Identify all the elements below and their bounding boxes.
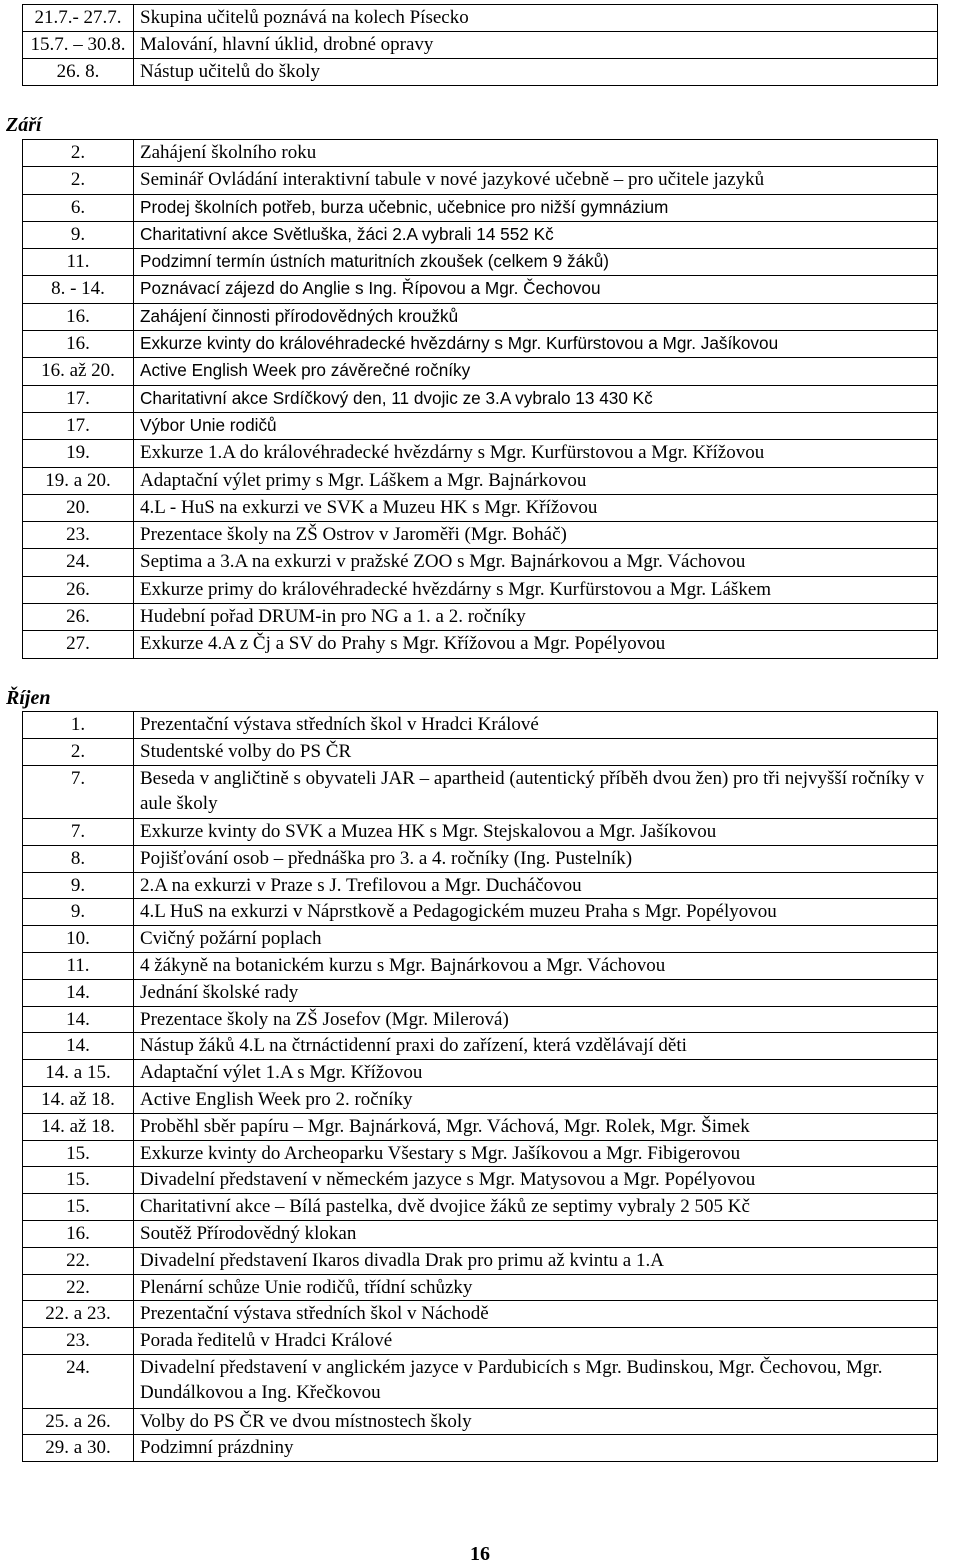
event-date: 10. [23, 926, 134, 953]
event-description: Plenární schůze Unie rodičů, třídní schůzky [134, 1274, 938, 1301]
event-description: Porada ředitelů v Hradci Králové [134, 1328, 938, 1355]
event-date: 23. [23, 522, 134, 549]
event-date: 26. [23, 604, 134, 631]
event-description: Zahájení činnosti přírodovědných kroužků [134, 303, 938, 330]
event-description: Adaptační výlet 1.A s Mgr. Křížovou [134, 1060, 938, 1087]
table-row [23, 1060, 938, 1087]
event-description: Active English Week pro závěrečné ročníky [134, 358, 938, 385]
event-description: Prezentační výstava středních škol v Náchodě [134, 1301, 938, 1328]
table-row [23, 1247, 938, 1274]
event-description: Prezentační výstava středních škol v Hradci Králové [134, 712, 938, 739]
table-row [23, 845, 938, 872]
event-description: Exkurze primy do královéhradecké hvězdárny s Mgr. Kurfürstovou a Mgr. Láškem [134, 576, 938, 603]
event-date: 20. [23, 494, 134, 521]
table-row [23, 1033, 938, 1060]
table-row [23, 1301, 938, 1328]
table-row [23, 358, 938, 385]
table-row [23, 765, 938, 819]
event-description: Septima a 3.A na exkurzi v pražské ZOO s Mgr. Bajnárkovou a Mgr. Váchovou [134, 549, 938, 576]
event-date: 25. a 26. [23, 1408, 134, 1435]
event-date: 24. [23, 1355, 134, 1409]
event-description: Výbor Unie rodičů [134, 412, 938, 439]
event-description: Podzimní termín ústních maturitních zkoušek (celkem 9 žáků) [134, 249, 938, 276]
event-description: Jednání školské rady [134, 979, 938, 1006]
table-row [23, 140, 938, 167]
event-date: 1. [23, 712, 134, 739]
event-description: Skupina učitelů poznává na kolech Písecko [134, 5, 938, 32]
event-date: 8. [23, 845, 134, 872]
event-description: Prezentace školy na ZŠ Josefov (Mgr. Milerová) [134, 1006, 938, 1033]
table-row [23, 631, 938, 658]
table-row [23, 872, 938, 899]
event-date: 22. [23, 1247, 134, 1274]
event-date: 19. [23, 440, 134, 467]
event-date: 14. až 18. [23, 1087, 134, 1114]
event-description: Podzimní prázdniny [134, 1435, 938, 1462]
table-row [23, 738, 938, 765]
event-description: Exkurze kvinty do královéhradecké hvězdárny s Mgr. Kurfürstovou a Mgr. Jašíkovou [134, 331, 938, 358]
event-description: Pojišťování osob – přednáška pro 3. a 4. ročníky (Ing. Pustelník) [134, 845, 938, 872]
table-row [23, 1006, 938, 1033]
event-description: Prodej školních potřeb, burza učebnic, učebnice pro nižší gymnázium [134, 194, 938, 221]
table-row [23, 440, 938, 467]
table-row [23, 926, 938, 953]
event-description: Adaptační výlet primy s Mgr. Láškem a Mgr. Bajnárkovou [134, 467, 938, 494]
table-row [23, 1408, 938, 1435]
event-description: Divadelní představení v anglickém jazyce v Pardubicích s Mgr. Budinskou, Mgr. Čechovou, Mgr. Dundálkovou a Ing. Křečkovou [134, 1355, 938, 1409]
event-date: 2. [23, 140, 134, 167]
event-description: Prezentace školy na ZŠ Ostrov v Jaroměři (Mgr. Boháč) [134, 522, 938, 549]
table-row [23, 522, 938, 549]
event-date: 17. [23, 385, 134, 412]
event-description: Charitativní akce Světluška, žáci 2.A vybrali 14 552 Kč [134, 221, 938, 248]
event-date: 9. [23, 899, 134, 926]
table-row [23, 953, 938, 980]
october-table [22, 711, 938, 1462]
table-row [23, 1355, 938, 1409]
event-date: 11. [23, 249, 134, 276]
event-description: Seminář Ovládání interaktivní tabule v nové jazykové učebně – pro učitele jazyků [134, 167, 938, 194]
event-date: 7. [23, 765, 134, 819]
event-description: Charitativní akce – Bílá pastelka, dvě dvojice žáků ze septimy vybraly 2 505 Kč [134, 1194, 938, 1221]
event-date: 2. [23, 738, 134, 765]
event-date: 16. [23, 331, 134, 358]
event-description: Divadelní představení v německém jazyce s Mgr. Matysovou a Mgr. Popélyovou [134, 1167, 938, 1194]
table-row [23, 979, 938, 1006]
event-date: 14. a 15. [23, 1060, 134, 1087]
event-date: 15. [23, 1194, 134, 1221]
table-row [23, 1328, 938, 1355]
event-description: Soutěž Přírodovědný klokan [134, 1221, 938, 1248]
table-row [23, 1435, 938, 1462]
event-description: Studentské volby do PS ČR [134, 738, 938, 765]
event-date: 22. [23, 1274, 134, 1301]
table-row [23, 1221, 938, 1248]
event-date: 21.7.- 27.7. [23, 5, 134, 32]
event-date: 14. [23, 979, 134, 1006]
event-date: 22. a 23. [23, 1301, 134, 1328]
month-heading-october: Říjen [6, 687, 51, 709]
event-date: 9. [23, 872, 134, 899]
event-description: Exkurze 1.A do královéhradecké hvězdárny s Mgr. Kurfürstovou a Mgr. Křížovou [134, 440, 938, 467]
event-description: 4.L HuS na exkurzi v Náprstkově a Pedagogickém muzeu Praha s Mgr. Popélyovou [134, 899, 938, 926]
event-description: Exkurze kvinty do Archeoparku Všestary s Mgr. Jašíkovou a Mgr. Fibigerovou [134, 1140, 938, 1167]
event-date: 7. [23, 819, 134, 846]
event-description: Nástup učitelů do školy [134, 59, 938, 86]
event-description: Hudební pořad DRUM-in pro NG a 1. a 2. ročníky [134, 604, 938, 631]
table-row [23, 712, 938, 739]
event-description: Zahájení školního roku [134, 140, 938, 167]
event-date: 11. [23, 953, 134, 980]
event-date: 14. [23, 1033, 134, 1060]
table-row [23, 1194, 938, 1221]
table-row [23, 303, 938, 330]
table-row [23, 467, 938, 494]
event-date: 14. [23, 1006, 134, 1033]
september-table [22, 139, 938, 659]
event-date: 29. a 30. [23, 1435, 134, 1462]
event-description: 4.L - HuS na exkurzi ve SVK a Muzeu HK s Mgr. Křížovou [134, 494, 938, 521]
table-row [23, 276, 938, 303]
event-date: 19. a 20. [23, 467, 134, 494]
event-date: 9. [23, 221, 134, 248]
table-row [23, 385, 938, 412]
table-row [23, 1274, 938, 1301]
event-date: 6. [23, 194, 134, 221]
event-date: 26. [23, 576, 134, 603]
event-date: 27. [23, 631, 134, 658]
event-description: Beseda v angličtině s obyvateli JAR – apartheid (autentický příběh dvou žen) pro tři nejvyšší ročníky v aule školy [134, 765, 938, 819]
table-row [23, 576, 938, 603]
table-row [23, 1140, 938, 1167]
event-date: 23. [23, 1328, 134, 1355]
month-heading-september: Září [6, 114, 42, 136]
event-date: 17. [23, 412, 134, 439]
table-row [23, 412, 938, 439]
summer-table [22, 4, 938, 86]
event-description: 2.A na exkurzi v Praze s J. Trefilovou a Mgr. Ducháčovou [134, 872, 938, 899]
table-row [23, 221, 938, 248]
event-description: Exkurze kvinty do SVK a Muzea HK s Mgr. Stejskalovou a Mgr. Jašíkovou [134, 819, 938, 846]
table-row [23, 1167, 938, 1194]
event-date: 15. [23, 1140, 134, 1167]
table-row [23, 194, 938, 221]
event-description: Cvičný požární poplach [134, 926, 938, 953]
table-row [23, 1113, 938, 1140]
table-row [23, 5, 938, 32]
event-date: 24. [23, 549, 134, 576]
event-description: Exkurze 4.A z Čj a SV do Prahy s Mgr. Křížovou a Mgr. Popélyovou [134, 631, 938, 658]
event-date: 16. [23, 303, 134, 330]
event-date: 8. - 14. [23, 276, 134, 303]
event-date: 16. až 20. [23, 358, 134, 385]
table-row [23, 249, 938, 276]
table-row [23, 167, 938, 194]
table-row [23, 549, 938, 576]
table-row [23, 331, 938, 358]
event-date: 15.7. – 30.8. [23, 32, 134, 59]
table-row [23, 899, 938, 926]
table-row [23, 604, 938, 631]
event-description: Poznávací zájezd do Anglie s Ing. Řípovou a Mgr. Čechovou [134, 276, 938, 303]
table-row [23, 32, 938, 59]
event-description: Volby do PS ČR ve dvou místnostech školy [134, 1408, 938, 1435]
event-date: 26. 8. [23, 59, 134, 86]
event-date: 15. [23, 1167, 134, 1194]
table-row [23, 1087, 938, 1114]
table-row [23, 819, 938, 846]
table-row [23, 59, 938, 86]
page-number: 16 [470, 1543, 490, 1565]
event-date: 16. [23, 1221, 134, 1248]
table-row [23, 494, 938, 521]
event-description: Active English Week pro 2. ročníky [134, 1087, 938, 1114]
event-description: Proběhl sběr papíru – Mgr. Bajnárková, Mgr. Váchová, Mgr. Rolek, Mgr. Šimek [134, 1113, 938, 1140]
event-date: 2. [23, 167, 134, 194]
event-description: Divadelní představení Ikaros divadla Drak pro primu až kvintu a 1.A [134, 1247, 938, 1274]
event-description: Charitativní akce Srdíčkový den, 11 dvojic ze 3.A vybralo 13 430 Kč [134, 385, 938, 412]
event-description: Nástup žáků 4.L na čtrnáctidenní praxi do zařízení, která vzdělávají děti [134, 1033, 938, 1060]
event-date: 14. až 18. [23, 1113, 134, 1140]
event-description: 4 žákyně na botanickém kurzu s Mgr. Bajnárkovou a Mgr. Váchovou [134, 953, 938, 980]
event-description: Malování, hlavní úklid, drobné opravy [134, 32, 938, 59]
